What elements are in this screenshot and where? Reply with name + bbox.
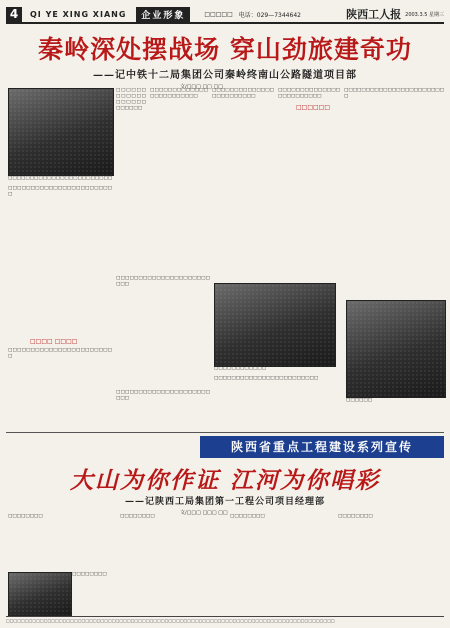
article2-caption-1: □□□□□□□□ [72, 572, 107, 577]
article1-photo-1 [8, 88, 114, 176]
section-pinyin: QI YE XING XIANG [30, 9, 127, 19]
page-number: 4 [6, 7, 22, 22]
article1-text-col: □□□□□□□□□□□□□□□□□□□□□□□□ [116, 276, 210, 287]
article1-text-col: □□□□□□□□□□□□□□□□□□□□□□□□ [116, 390, 210, 401]
article1-subhead-1: □□□□□□ [296, 104, 331, 111]
article2-text-col: □□□□□□□□ [230, 514, 265, 519]
article1-photo-2 [214, 283, 336, 367]
article1-text-col: □□□□□□□□□□□□□□□□□□□□□□□□ [212, 88, 274, 99]
article1-text-col: □□□□□□□□□□□□□□□□□□□□□□□□ [278, 88, 340, 99]
article1-text-col: □□□□□□□□□□□□□□□□□□□□□□□□ [8, 186, 112, 197]
editor-credit: □□□□□ [204, 10, 233, 18]
phone-number: 电话：029—7344642 [238, 11, 301, 19]
article1-photo-3 [346, 300, 446, 398]
article2-photo-1 [8, 572, 72, 616]
article1-headline: 秦岭深处摆战场 穿山劲旅建奇功 [38, 35, 412, 64]
article1-subheadline: ——记中铁十二局集团公司秦岭终南山公路隧道项目部 [93, 70, 357, 81]
series-banner: 陕西省重点工程建设系列宣传 [200, 436, 444, 458]
article2-text-col: □□□□□□□□ [120, 514, 155, 519]
article1-subhead-2: □□□□ □□□□ [30, 338, 78, 345]
page-footer: □□□□□□□□□□□□□□□□□□□□□□□□□□□□□□□□□□□□□□□□□□□□□□□□□□□□□□□□□□□□□□□□□□□□□□□□□□□□□□□□□□□□□□□ [6, 616, 444, 623]
article2-text-col: □□□□□□□□ [338, 514, 373, 519]
article1-text-col: □□□□□□□□□□□□□□□□□□□□□□□□ [344, 88, 444, 99]
article1-byline: 文/□□□ □□ □□ [180, 84, 223, 90]
issue-date: 2003.3.5 星期三 [405, 11, 444, 18]
article1-text-col: □□□□□□□□□□□□□□□□□□□□□□□□ [8, 348, 112, 359]
page-header [6, 6, 444, 24]
article1-caption-1: □□□□□□□□□□□□□□□□□□□□□□□□ [8, 176, 113, 181]
article2-subheadline: ——记陕西工局集团第一工程公司项目经理部 [124, 497, 325, 507]
article1-caption-3: □□□□□□ [346, 398, 373, 403]
paper-name: 陕西工人报 [346, 8, 402, 21]
article1-text-col: □□□□□□□□□□□□□□□□□□□□□□□□ [214, 376, 319, 381]
section-divider [6, 432, 444, 433]
article1-caption-2: □□□□□□□□□□□□ [214, 366, 267, 371]
section-title: 企业形象 [136, 7, 190, 22]
article2-headline: 大山为你作证 江河为你唱彩 [69, 467, 380, 494]
article1-text-col: □□□□□□□□□□□□□□□□□□□□□□□□ [150, 88, 208, 99]
article1-text-col: □□□□□□□□□□□□□□□□□□□□□□□□ [116, 88, 146, 111]
article2-byline: 文/□□□ □□□ □□ [180, 510, 228, 516]
article2-text-col: □□□□□□□□ [8, 514, 43, 519]
